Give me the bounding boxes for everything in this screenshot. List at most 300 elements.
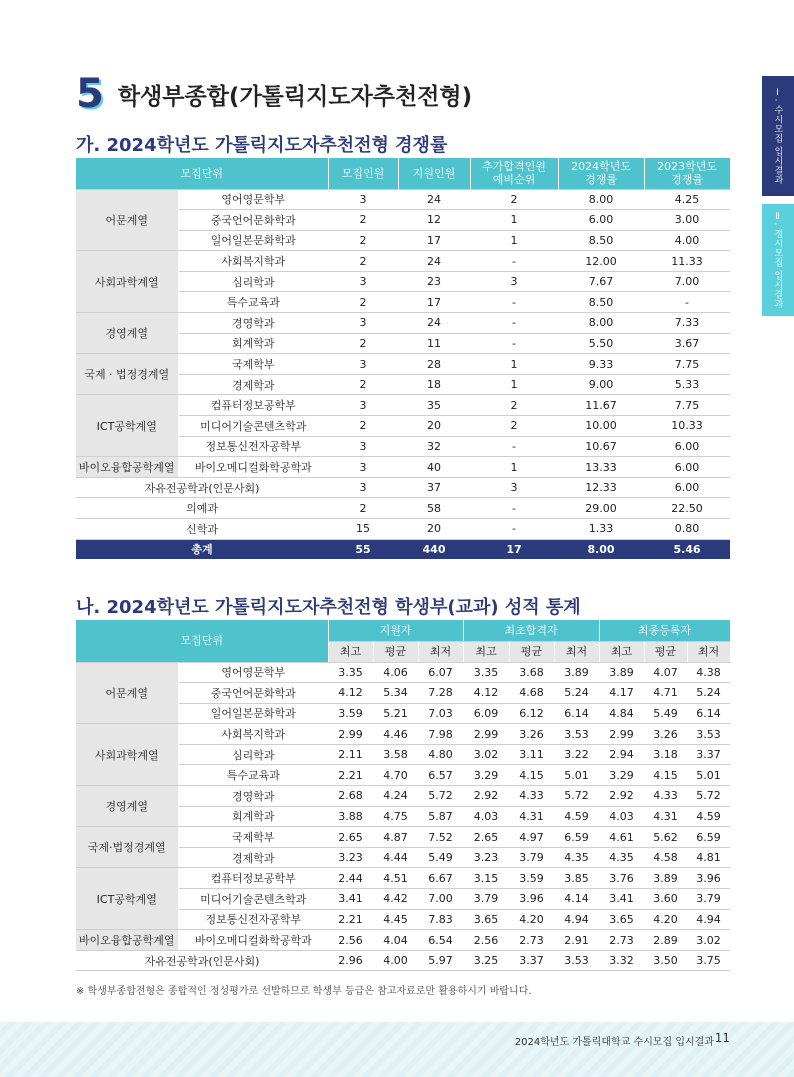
grade-cell: 6.59 [687, 827, 730, 848]
grade-cell: 3.79 [509, 847, 554, 868]
table-row [76, 930, 730, 951]
grade-cell: 2.92 [599, 786, 644, 807]
grade-cell: 3.35 [463, 662, 509, 683]
total-quota: 55 [328, 539, 398, 559]
grade-cell: 3.53 [687, 724, 730, 745]
applicants-cell: 28 [398, 354, 470, 375]
unit-cell: 자유전공학과(인문사회) [76, 477, 328, 498]
grade-cell: 5.87 [418, 806, 463, 827]
grade-cell: 2.99 [599, 724, 644, 745]
unit-cell: 정보통신전자공학부 [178, 436, 328, 457]
header-applicants: 지원인원 [398, 158, 470, 189]
header-waitlist-line2: 예비순위 [492, 173, 536, 187]
applicants-cell: 24 [398, 313, 470, 334]
grade-stats-table [76, 620, 731, 971]
grade-cell: 5.01 [554, 765, 599, 786]
quota-cell: 3 [328, 436, 398, 457]
grade-cell: 4.94 [554, 909, 599, 930]
header-ratio-2023-line1: 2023학년도 [657, 160, 717, 174]
table-row [76, 519, 730, 540]
grade-cell: 5.49 [418, 847, 463, 868]
r2024-cell: 8.00 [558, 313, 644, 334]
grade-cell: 4.12 [328, 683, 373, 704]
grade-cell: 3.59 [509, 868, 554, 889]
header-ratio-2024 [558, 158, 644, 189]
grade-cell: 4.24 [373, 786, 418, 807]
waitlist-cell: 1 [470, 230, 558, 251]
unit-cell: 국제학부 [178, 827, 328, 848]
grade-cell: 7.52 [418, 827, 463, 848]
unit-cell: 특수교육과 [178, 292, 328, 313]
r2024-cell: 29.00 [558, 498, 644, 519]
quota-cell: 2 [328, 333, 398, 354]
total-label: 총계 [76, 539, 328, 559]
grade-cell: 4.15 [644, 765, 687, 786]
grade-cell: 3.23 [463, 847, 509, 868]
waitlist-cell: - [470, 251, 558, 272]
side-tab-regular[interactable] [762, 204, 794, 316]
grade-cell: 4.42 [373, 889, 418, 910]
grade-cell: 4.97 [509, 827, 554, 848]
quota-cell: 3 [328, 457, 398, 478]
table-row [76, 354, 730, 375]
quota-cell: 3 [328, 477, 398, 498]
grade-cell: 3.25 [463, 950, 509, 971]
grade-cell: 4.03 [599, 806, 644, 827]
unit-cell: 경제학과 [178, 847, 328, 868]
waitlist-cell: - [470, 519, 558, 540]
r2023-cell: 6.00 [644, 457, 730, 478]
applicants-cell: 24 [398, 189, 470, 210]
subheader-worst: 최저 [687, 641, 730, 662]
r2023-cell: 22.50 [644, 498, 730, 519]
applicants-cell: 11 [398, 333, 470, 354]
grade-cell: 3.88 [328, 806, 373, 827]
table-row [76, 498, 730, 519]
grade-cell: 7.98 [418, 724, 463, 745]
unit-cell: 회계학과 [178, 333, 328, 354]
r2023-cell: 5.33 [644, 374, 730, 395]
grade-cell: 2.91 [554, 930, 599, 951]
r2024-cell: 7.67 [558, 271, 644, 292]
header-final-registered: 최종등록자 [599, 620, 730, 641]
r2023-cell: 7.33 [644, 313, 730, 334]
group-cell: 바이오융합공학계열 [76, 930, 178, 951]
applicants-cell: 24 [398, 251, 470, 272]
grade-cell: 6.09 [463, 703, 509, 724]
applicants-cell: 17 [398, 230, 470, 251]
r2024-cell: 8.50 [558, 230, 644, 251]
grade-cell: 4.45 [373, 909, 418, 930]
quota-cell: 2 [328, 374, 398, 395]
applicants-cell: 35 [398, 395, 470, 416]
header-waitlist-line1: 추가합격인원 [482, 160, 546, 174]
table-row [76, 477, 730, 498]
competition-table [76, 158, 731, 559]
grade-cell: 2.99 [328, 724, 373, 745]
grade-cell: 5.49 [644, 703, 687, 724]
grade-cell: 3.37 [687, 744, 730, 765]
grade-cell: 4.70 [373, 765, 418, 786]
footer-text: 2024학년도 가톨릭대학교 수시모집 입시결과 [514, 1037, 714, 1048]
quota-cell: 3 [328, 271, 398, 292]
table-row [76, 724, 730, 745]
group-cell: 국제 · 법정경계열 [76, 354, 178, 395]
table-row [76, 395, 730, 416]
grade-cell: 2.68 [328, 786, 373, 807]
grade-cell: 4.17 [599, 683, 644, 704]
waitlist-cell: - [470, 498, 558, 519]
grade-cell: 5.24 [687, 683, 730, 704]
grade-cell: 3.41 [328, 889, 373, 910]
side-tab-regular-label: Ⅱ. 정시모집 입시결과 [772, 211, 783, 309]
unit-cell: 경제학과 [178, 374, 328, 395]
grade-cell: 2.94 [599, 744, 644, 765]
quota-cell: 2 [328, 292, 398, 313]
header-ratio-2023-line2: 경쟁률 [671, 173, 703, 187]
waitlist-cell: 2 [470, 395, 558, 416]
table-row [76, 313, 730, 334]
grade-cell: 4.81 [687, 847, 730, 868]
unit-cell: 회계학과 [178, 806, 328, 827]
grade-cell: 5.21 [373, 703, 418, 724]
grade-cell: 7.28 [418, 683, 463, 704]
r2023-cell: 6.00 [644, 477, 730, 498]
side-tab-early[interactable] [762, 76, 794, 196]
grade-cell: 3.41 [599, 889, 644, 910]
quota-cell: 3 [328, 354, 398, 375]
r2024-cell: 9.33 [558, 354, 644, 375]
grade-cell: 3.58 [373, 744, 418, 765]
applicants-cell: 18 [398, 374, 470, 395]
grade-cell: 5.34 [373, 683, 418, 704]
grade-cell: 2.89 [644, 930, 687, 951]
applicants-cell: 23 [398, 271, 470, 292]
total-r2024: 8.00 [558, 539, 644, 559]
grade-cell: 3.59 [328, 703, 373, 724]
applicants-cell: 12 [398, 210, 470, 231]
quota-cell: 2 [328, 251, 398, 272]
grade-cell: 4.75 [373, 806, 418, 827]
group-cell: 국제·법정경계열 [76, 827, 178, 868]
quota-cell: 2 [328, 498, 398, 519]
header-quota: 모집인원 [328, 158, 398, 189]
applicants-cell: 58 [398, 498, 470, 519]
grade-cell: 2.99 [463, 724, 509, 745]
unit-cell: 심리학과 [178, 744, 328, 765]
grade-cell: 6.67 [418, 868, 463, 889]
grade-cell: 5.72 [418, 786, 463, 807]
grade-cell: 3.29 [599, 765, 644, 786]
table-row [76, 457, 730, 478]
grade-cell: 5.97 [418, 950, 463, 971]
grade-cell: 4.87 [373, 827, 418, 848]
side-tab-early-label: Ⅰ. 수시모집 입시결과 [772, 87, 783, 185]
waitlist-cell: 1 [470, 354, 558, 375]
r2024-cell: 9.00 [558, 374, 644, 395]
r2023-cell: 4.00 [644, 230, 730, 251]
grade-cell: 3.65 [599, 909, 644, 930]
table1-title: 가. 2024학년도 가톨릭지도자추천전형 경쟁률 [76, 135, 448, 156]
grade-cell: 2.44 [328, 868, 373, 889]
applicants-cell: 32 [398, 436, 470, 457]
grade-cell: 5.24 [554, 683, 599, 704]
grade-cell: 3.02 [463, 744, 509, 765]
applicants-cell: 40 [398, 457, 470, 478]
grade-cell: 4.07 [644, 662, 687, 683]
grade-cell: 3.37 [509, 950, 554, 971]
grade-cell: 3.79 [463, 889, 509, 910]
r2023-cell: 7.75 [644, 354, 730, 375]
grade-cell: 2.96 [328, 950, 373, 971]
subheader-best: 최고 [599, 641, 644, 662]
grade-cell: 3.11 [509, 744, 554, 765]
grade-cell: 3.22 [554, 744, 599, 765]
r2024-cell: 10.67 [558, 436, 644, 457]
header-ratio-2024-line1: 2024학년도 [571, 160, 631, 174]
grade-cell: 3.68 [509, 662, 554, 683]
grade-cell: 4.03 [463, 806, 509, 827]
waitlist-cell: 3 [470, 271, 558, 292]
grade-cell: 4.58 [644, 847, 687, 868]
grade-cell: 3.50 [644, 950, 687, 971]
grade-cell: 2.21 [328, 765, 373, 786]
waitlist-cell: - [470, 292, 558, 313]
grade-cell: 3.89 [554, 662, 599, 683]
grade-cell: 3.32 [599, 950, 644, 971]
r2023-cell: 10.33 [644, 416, 730, 437]
header-applicants: 지원자 [328, 620, 463, 641]
quota-cell: 3 [328, 313, 398, 334]
unit-cell: 신학과 [76, 519, 328, 540]
grade-cell: 3.85 [554, 868, 599, 889]
grade-cell: 3.89 [599, 662, 644, 683]
header-unit: 모집단위 [76, 158, 328, 189]
unit-cell: 경영학과 [178, 786, 328, 807]
unit-cell: 영어영문학부 [178, 189, 328, 210]
r2024-cell: 11.67 [558, 395, 644, 416]
waitlist-cell: 2 [470, 189, 558, 210]
grade-cell: 2.73 [599, 930, 644, 951]
grade-cell: 3.96 [687, 868, 730, 889]
grade-cell: 3.60 [644, 889, 687, 910]
waitlist-cell: 1 [470, 374, 558, 395]
section-title: 학생부종합(가톨릭지도자추천전형) [117, 83, 473, 110]
grade-cell: 2.56 [463, 930, 509, 951]
waitlist-cell: - [470, 333, 558, 354]
applicants-cell: 37 [398, 477, 470, 498]
waitlist-cell: 1 [470, 210, 558, 231]
grade-cell: 6.12 [509, 703, 554, 724]
grade-cell: 5.72 [554, 786, 599, 807]
grade-cell: 4.15 [509, 765, 554, 786]
grade-cell: 4.31 [644, 806, 687, 827]
grade-cell: 4.59 [687, 806, 730, 827]
r2024-cell: 8.00 [558, 189, 644, 210]
subheader-avg: 평균 [644, 641, 687, 662]
total-r2023: 5.46 [644, 539, 730, 559]
section-number: 5 [76, 71, 104, 117]
grade-cell: 3.26 [644, 724, 687, 745]
total-row [76, 539, 730, 559]
quota-cell: 3 [328, 395, 398, 416]
r2023-cell: 6.00 [644, 436, 730, 457]
unit-cell: 중국언어문화학과 [178, 210, 328, 231]
subheader-worst: 최저 [418, 641, 463, 662]
unit-cell: 정보통신전자공학부 [178, 909, 328, 930]
unit-cell: 컴퓨터정보공학부 [178, 868, 328, 889]
table-row [76, 189, 730, 210]
subheader-avg: 평균 [373, 641, 418, 662]
grade-cell: 3.76 [599, 868, 644, 889]
unit-cell: 특수교육과 [178, 765, 328, 786]
grade-cell: 4.44 [373, 847, 418, 868]
header-first-admitted: 최초합격자 [463, 620, 599, 641]
unit-cell: 일어일본문화학과 [178, 230, 328, 251]
group-cell: ICT공학계열 [76, 868, 178, 930]
unit-cell: 경영학과 [178, 313, 328, 334]
grade-cell: 6.59 [554, 827, 599, 848]
quota-cell: 2 [328, 210, 398, 231]
grade-cell: 6.14 [554, 703, 599, 724]
unit-cell: 심리학과 [178, 271, 328, 292]
r2023-cell: 7.75 [644, 395, 730, 416]
subheader-avg: 평균 [509, 641, 554, 662]
grade-cell: 4.51 [373, 868, 418, 889]
header-ratio-2024-line2: 경쟁률 [585, 173, 617, 187]
grade-cell: 4.14 [554, 889, 599, 910]
grade-cell: 3.02 [687, 930, 730, 951]
grade-cell: 7.00 [418, 889, 463, 910]
r2023-cell: 4.25 [644, 189, 730, 210]
grade-cell: 4.31 [509, 806, 554, 827]
unit-cell: 영어영문학부 [178, 662, 328, 683]
grade-cell: 7.83 [418, 909, 463, 930]
grade-cell: 4.71 [644, 683, 687, 704]
r2024-cell: 10.00 [558, 416, 644, 437]
grade-cell: 2.11 [328, 744, 373, 765]
grade-cell: 3.53 [554, 724, 599, 745]
grade-cell: 4.46 [373, 724, 418, 745]
group-cell: 사회과학계열 [76, 251, 178, 313]
grade-cell: 6.57 [418, 765, 463, 786]
r2023-cell: 0.80 [644, 519, 730, 540]
grade-cell: 2.65 [463, 827, 509, 848]
applicants-cell: 17 [398, 292, 470, 313]
unit-cell: 컴퓨터정보공학부 [178, 395, 328, 416]
page-number: 11 [714, 1031, 730, 1045]
group-cell: 경영계열 [76, 786, 178, 827]
grade-cell: 4.00 [373, 950, 418, 971]
r2024-cell: 8.50 [558, 292, 644, 313]
unit-cell: 자유전공학과(인문사회) [76, 950, 328, 971]
quota-cell: 15 [328, 519, 398, 540]
grade-cell: 3.96 [509, 889, 554, 910]
r2024-cell: 12.33 [558, 477, 644, 498]
unit-cell: 사회복지학과 [178, 724, 328, 745]
unit-cell: 미디어기술콘텐츠학과 [178, 416, 328, 437]
grade-cell: 4.33 [509, 786, 554, 807]
unit-cell: 중국언어문화학과 [178, 683, 328, 704]
grade-cell: 3.15 [463, 868, 509, 889]
group-cell: ICT공학계열 [76, 395, 178, 457]
grade-cell: 2.21 [328, 909, 373, 930]
grade-cell: 4.61 [599, 827, 644, 848]
waitlist-cell: 2 [470, 416, 558, 437]
unit-cell: 의예과 [76, 498, 328, 519]
table-row [76, 950, 730, 971]
r2024-cell: 6.00 [558, 210, 644, 231]
waitlist-cell: - [470, 313, 558, 334]
subheader-best: 최고 [328, 641, 373, 662]
grade-cell: 3.26 [509, 724, 554, 745]
unit-cell: 국제학부 [178, 354, 328, 375]
grade-cell: 4.80 [418, 744, 463, 765]
grade-cell: 3.18 [644, 744, 687, 765]
r2023-cell: 3.00 [644, 210, 730, 231]
grade-cell: 2.56 [328, 930, 373, 951]
header-ratio-2023 [644, 158, 730, 189]
grade-cell: 4.84 [599, 703, 644, 724]
unit-cell: 사회복지학과 [178, 251, 328, 272]
grade-cell: 5.62 [644, 827, 687, 848]
footer-band [0, 1022, 794, 1077]
applicants-cell: 20 [398, 416, 470, 437]
grade-cell: 7.03 [418, 703, 463, 724]
grade-cell: 4.33 [644, 786, 687, 807]
r2024-cell: 1.33 [558, 519, 644, 540]
grade-cell: 3.29 [463, 765, 509, 786]
unit-cell: 바이오메디컬화학공학과 [178, 930, 328, 951]
r2023-cell: 7.00 [644, 271, 730, 292]
waitlist-cell: 1 [470, 457, 558, 478]
waitlist-cell: 3 [470, 477, 558, 498]
header-unit: 모집단위 [76, 620, 328, 662]
grade-cell: 4.38 [687, 662, 730, 683]
grade-cell: 4.68 [509, 683, 554, 704]
table-row [76, 251, 730, 272]
grade-cell: 2.73 [509, 930, 554, 951]
r2024-cell: 12.00 [558, 251, 644, 272]
grade-cell: 4.35 [599, 847, 644, 868]
grade-cell: 6.14 [687, 703, 730, 724]
table-row [76, 786, 730, 807]
section-heading [76, 71, 473, 117]
subheader-worst: 최저 [554, 641, 599, 662]
table-row [76, 868, 730, 889]
total-applicants: 440 [398, 539, 470, 559]
grade-cell: 6.07 [418, 662, 463, 683]
quota-cell: 2 [328, 230, 398, 251]
total-waitlist: 17 [470, 539, 558, 559]
grade-cell: 5.01 [687, 765, 730, 786]
grade-cell: 4.20 [644, 909, 687, 930]
grade-cell: 4.04 [373, 930, 418, 951]
grade-cell: 3.53 [554, 950, 599, 971]
r2023-cell: 11.33 [644, 251, 730, 272]
r2024-cell: 13.33 [558, 457, 644, 478]
grade-cell: 2.92 [463, 786, 509, 807]
unit-cell: 일어일본문화학과 [178, 703, 328, 724]
grade-cell: 4.06 [373, 662, 418, 683]
table2-title: 나. 2024학년도 가톨릭지도자추천전형 학생부(교과) 성적 통계 [76, 597, 581, 618]
subheader-best: 최고 [463, 641, 509, 662]
group-cell: 바이오융합공학계열 [76, 457, 178, 478]
unit-cell: 미디어기술콘텐츠학과 [178, 889, 328, 910]
table-row [76, 827, 730, 848]
r2024-cell: 5.50 [558, 333, 644, 354]
unit-cell: 바이오메디컬화학공학과 [178, 457, 328, 478]
